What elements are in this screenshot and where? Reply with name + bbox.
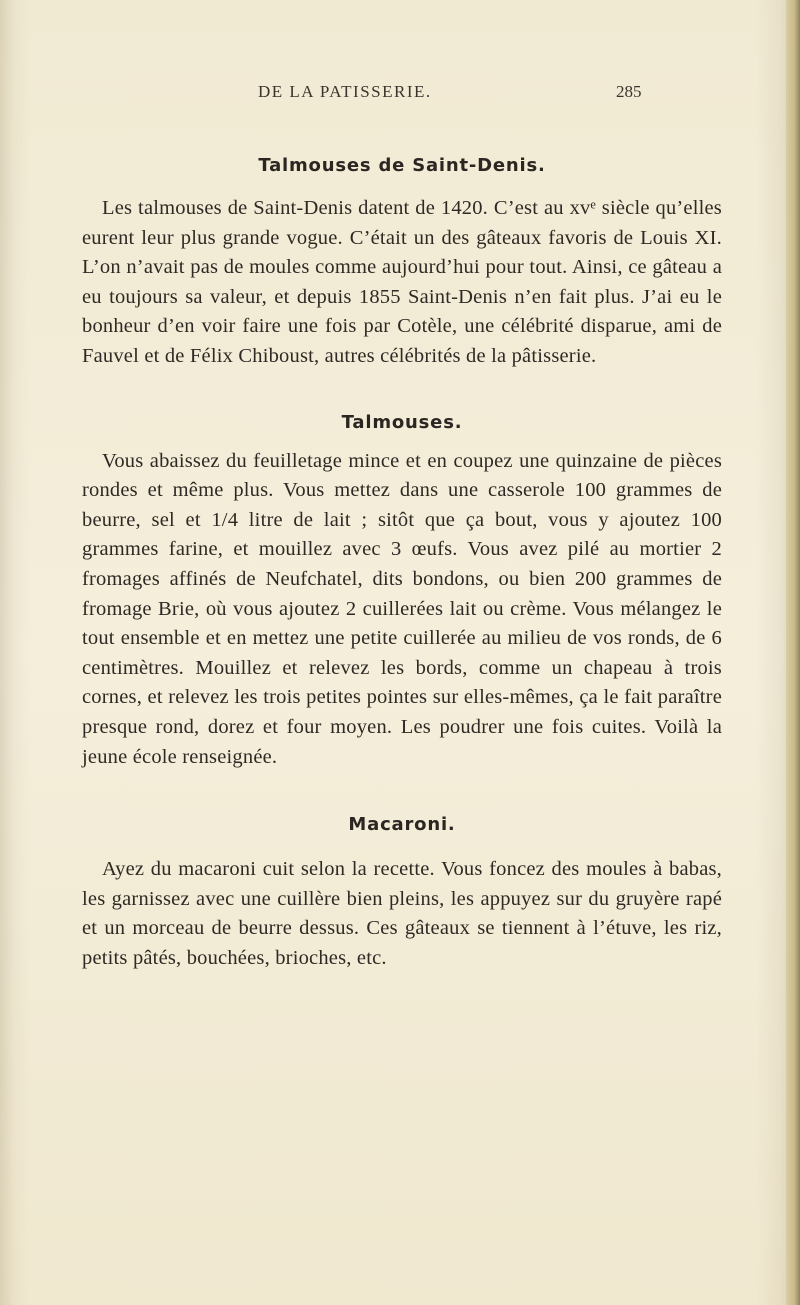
section-title-talmouses: Talmouses.: [341, 411, 463, 433]
page-edge-shadow: [786, 0, 800, 1305]
section-title-talmouses-saint-denis: Talmouses de Saint-Denis.: [258, 155, 546, 176]
section-text-macaroni: Ayez du macaroni cuit selon la recette. Vous foncez des moules à babas, les garnissez avec une cuillère bien pleins, les appuyez sur du gruyère rapé et un morceau de beurre dessus. Ces gâteaux se tiennent à l’étuve, les riz, petits pâtés, bouchées, brioches, etc.: [82, 858, 722, 969]
section-title-macaroni: Macaroni.: [348, 814, 456, 836]
section-text-talmouses: Vous abaissez du feuilletage mince et en coupez une quinzaine de pièces rondes et même plus. Vous mettez dans une casserole 100 grammes de beurre, sel et 1/4 litre de lait ; sitôt que ça bout, vous y ajoutez 100 grammes farine, et mouillez avec 3 œufs. Vous avez pilé au mortier 2 fromages affinés de Neufchatel, dits bondons, ou bien 200 grammes de fromage Brie, où vous ajoutez 2 cuillerées lait ou crème. Vous mélangez le tout ensemble et en mettez une petite cuillerée au milieu de vos ronds, de 6 centimètres. Mouillez et relevez les bords, comme un chapeau à trois cornes, et relevez les trois petites pointes sur elles-mêmes, ça le fait paraître presque rond, dorez et four moyen. Les poudrer une fois cuites. Voilà la jeune école renseignée.: [82, 449, 722, 768]
running-head: DE LA PATISSERIE.: [258, 82, 432, 101]
page-body: [82, 155, 722, 973]
page-header: [0, 82, 800, 108]
page-number: 285: [616, 82, 642, 101]
section-text-talmouses-saint-denis: Les talmouses de Saint-Denis datent de 1420. C’est au xvᵉ siècle qu’elles eurent leur plus grande vogue. C’était un des gâteaux favoris de Louis XI. L’on n’avait pas de moules comme aujourd’hui pour tout. Ainsi, ce gâteau a eu toujours sa valeur, et depuis 1855 Saint-Denis n’en fait plus. J’ai eu le bonheur d’en voir faire une fois par Cotèle, une célébrité disparue, ami de Fauvel et de Félix Chiboust, autres célébrités de la pâtisserie.: [82, 197, 722, 367]
